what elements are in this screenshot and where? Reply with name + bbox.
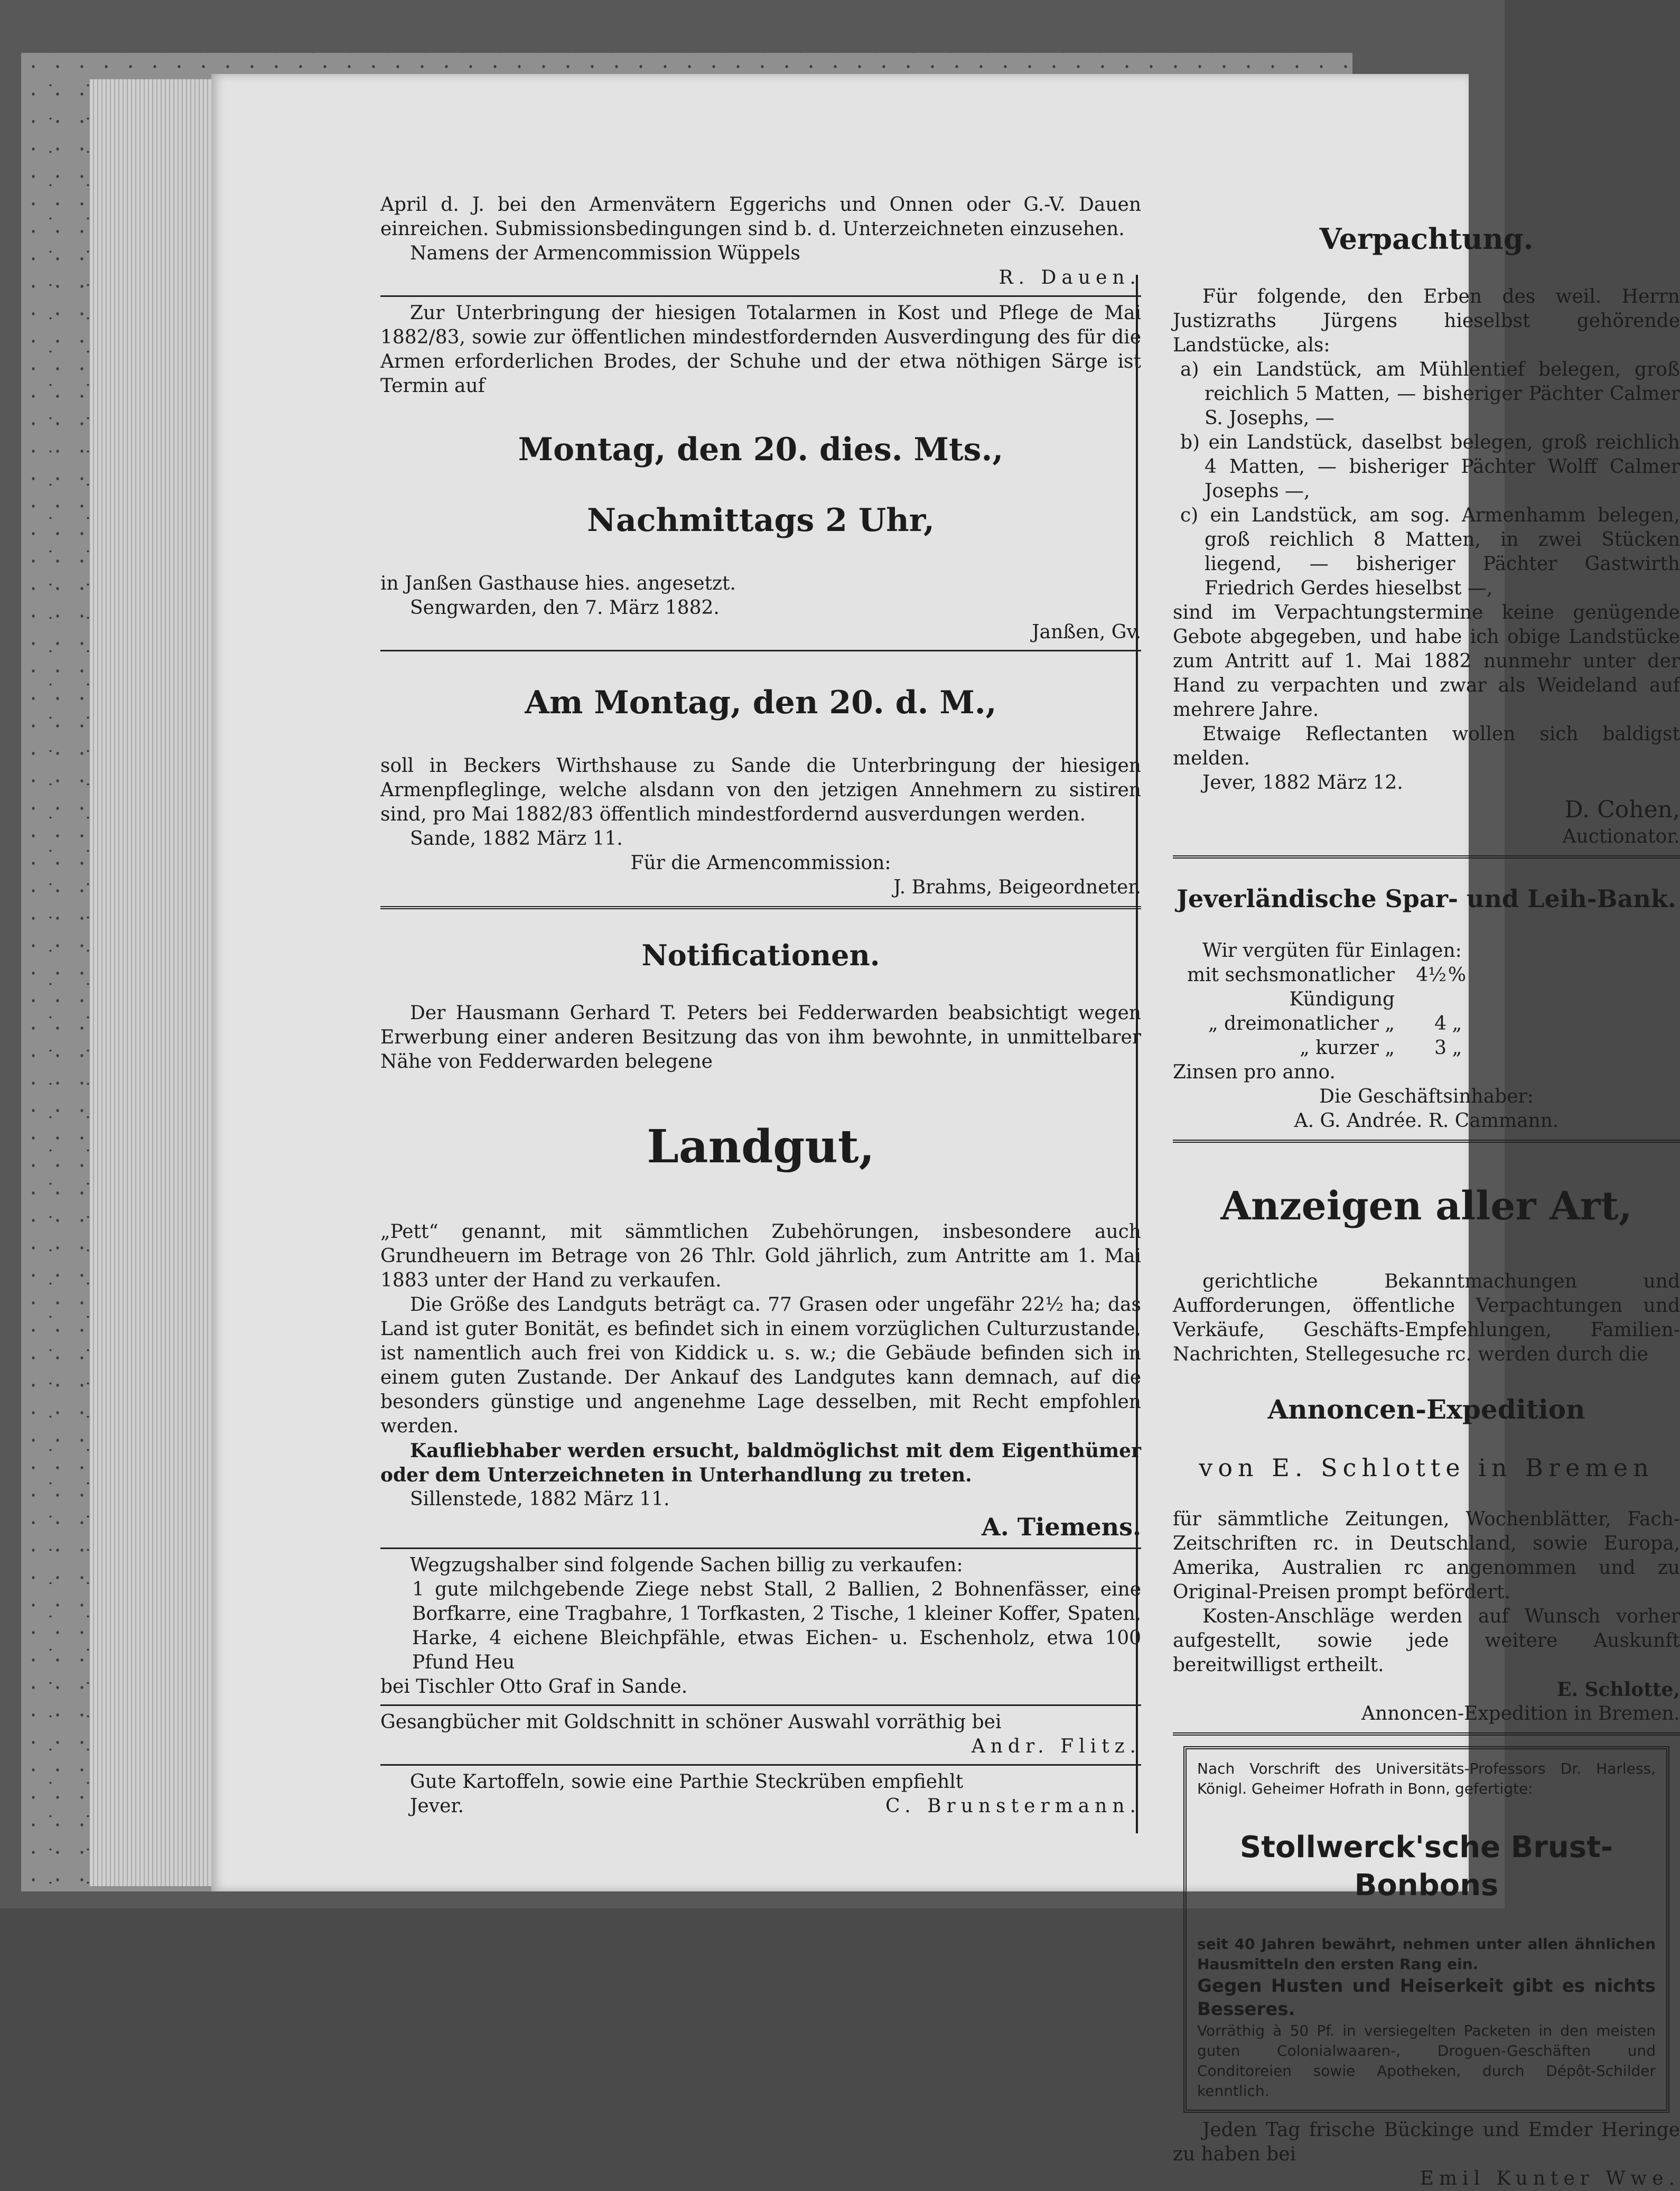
bank-rate-row <box>1173 1036 1680 1060</box>
landgut-text-1: „Pett“ genannt, mit sämmtlichen Zubehörungen, insbesondere auch Grundheuern im Betrage von 26 Thlr. Gold jährlich, zum Antritte am 1. Mai 1883 unter der Hand zu verkaufen. <box>380 1221 1141 1291</box>
verpachtung-dateline: Jever, 1882 März 12. <box>1202 772 1403 794</box>
schlotte-agency-2: von E. Schlotte in Bremen <box>1199 1453 1654 1482</box>
verpachtung-signer: D. Cohen, <box>1564 796 1680 823</box>
landgut-text-3: Kaufliebhaber werden ersucht, baldmöglichst mit dem Eigenthümer oder dem Unterzeichneten in Unterhandlung zu treten. <box>380 1440 1141 1486</box>
divider <box>380 295 1141 297</box>
bank-rate-label: mit sechsmonatlicher Kündigung <box>1187 964 1395 1010</box>
verpachtung-item-c: c) ein Landstück, am sog. Armenhamm belegen, groß reichlich 8 Matten, in zwei Stücken liegend, — bisheriger Pächter Gastwirth Friedrich Gerdes hieselbst —, <box>1180 505 1680 599</box>
divider <box>380 1704 1141 1706</box>
divider <box>380 1547 1141 1549</box>
flitz-text: Gesangbücher mit Goldschnitt in schöner Auswahl vorräthig bei <box>380 1711 1002 1733</box>
stollwerck-ad-box <box>1183 1746 1669 2113</box>
schlotte-text-2: für sämmtliche Zeitungen, Wochenblätter, Fach-Zeitschriften rc. in Deutschland, sowie Europa, Amerika, Australien rc angenommen und zu Original-Preisen prompt befördert. <box>1173 1508 1680 1603</box>
sengwarden-date-line: Montag, den 20. dies. Mts., <box>518 431 1004 468</box>
section-divider <box>380 906 1141 909</box>
sengwarden-text: Zur Unterbringung der hiesigen Totalarmen in Kost und Pflege de Mai 1882/83, sowie zur öffentlichen mindestfordernden Ausverdingung des für die Armen erforderlichen Brodes, der Schuhe und der etwa nöthigen Särge ist Termin auf <box>380 302 1141 397</box>
bank-rate-row <box>1173 963 1680 1012</box>
divider <box>380 1764 1141 1766</box>
page-edges <box>90 79 217 1886</box>
brunstermann-place: Jever. <box>410 1795 464 1817</box>
bank-heading: Jeverländische Spar- und Leih-Bank. <box>1177 884 1676 913</box>
stollwerck-claim: seit 40 Jahren bewährt, nehmen unter allen ähnlichen Hausmitteln den ersten Rang ein. <box>1197 1935 1656 1973</box>
stollwerck-brand: Stollwerck'sche Brust-Bonbons <box>1239 1830 1613 1903</box>
bank-rate-unit: „ <box>1452 1013 1462 1034</box>
brunstermann-signer: C. Brunstermann. <box>885 1795 1141 1817</box>
bank-rate-value: 4½ <box>1416 964 1446 986</box>
sengwarden-dateline: Sengwarden, den 7. März 1882. <box>410 597 720 619</box>
sande-signer: J. Brahms, Beigeordneter. <box>893 877 1141 898</box>
landgut-heading: Landgut, <box>647 1120 875 1173</box>
newspaper-page <box>211 74 1680 2189</box>
sande-for-line: Für die Armencommission: <box>630 852 891 874</box>
flitz-signer: Andr. Flitz. <box>971 1736 1141 1757</box>
schlotte-agency: Annoncen-Expedition <box>1267 1394 1585 1425</box>
verpachtung-intro: Für folgende, den Erben des weil. Herrn Justizraths Jürgens hieselbst gehörende Landstücke, als: <box>1173 286 1680 356</box>
schlotte-signer: E. Schlotte, <box>1557 1679 1680 1701</box>
schlotte-text-1: gerichtliche Bekanntmachungen und Aufforderungen, öffentliche Verpachtungen und Verkäufe, Geschäfts-Empfehlungen, Familien-Nachrichten, Stellegesuche rc. werden durch die <box>1173 1271 1680 1365</box>
brunstermann-footer <box>380 1794 1141 1819</box>
graf-seller: bei Tischler Otto Graf in Sande. <box>380 1676 688 1698</box>
landgut-signer: A. Tiemens. <box>982 1513 1141 1541</box>
landgut-text-2: Die Größe des Landguts beträgt ca. 77 Grasen oder ungefähr 22½ ha; das Land ist guter Bonität, es befindet sich in einem vorzüglichen Culturzustande, ist namentlich auch frei von Kiddick u. s. w.; die Gebäude befinden sich in einem guten Zustande. Der Ankauf des Landgutes kann demnach, auf die besonders günstige und angenehme Lage desselben, mit Recht empfohlen werden. <box>380 1294 1141 1437</box>
wuppels-text: April d. J. bei den Armenvätern Eggerichs und Onnen oder G.-V. Dauen einreichen. Submissionsbedingungen sind b. d. Unterzeichneten einzusehen. <box>380 194 1141 240</box>
notifications-heading: Notificationen. <box>641 938 880 972</box>
sande-text: soll in Beckers Wirthshause zu Sande die Unterbringung der hiesigen Armenpfleglinge, welche alsdann von den jetzigen Annehmern zu sistiren sind, pro Mai 1882/83 öffentlich mindestfordernd ausverdungen werden. <box>380 755 1141 825</box>
bank-intro: Wir vergüten für Einlagen: <box>1202 940 1462 962</box>
bank-rate-unit: % <box>1448 964 1467 986</box>
notifications-intro: Der Hausmann Gerhard T. Peters bei Fedderwarden beabsichtigt wegen Erwerbung einer anderen Besitzung das von ihm bewohnte, in unmittelbarer Nähe von Fedderwarden belegene <box>380 1002 1141 1073</box>
kunter-text: Jeden Tag frische Bückinge und Emder Heringe zu haben bei <box>1173 2119 1680 2165</box>
bank-owners: A. G. Andrée. R. Cammann. <box>1294 1110 1559 1132</box>
left-column <box>380 193 1141 1819</box>
kunter-signer: Emil Kunter Wwe. <box>1420 2168 1680 2189</box>
bank-rate-unit: „ <box>1452 1037 1462 1059</box>
stollwerck-stock: Vorräthig à 50 Pf. in versiegelten Packeten in den meisten guten Colonialwaaren-, Droguen-Geschäften und Conditoreien sowie Apotheken, durch Dépôt-Schilder kenntlich. <box>1197 2022 1656 2100</box>
stollwerck-slogan: Gegen Husten und Heiserkeit gibt es nichts Besseres. <box>1197 1975 1656 2020</box>
section-divider <box>1173 1140 1680 1143</box>
bank-footer: Zinsen pro anno. <box>1173 1061 1336 1083</box>
graf-items: 1 gute milchgebende Ziege nebst Stall, 2 Ballien, 2 Bohnenfässer, eine Borfkarre, eine Tragbahre, 1 Torfkasten, 2 Tische, 1 kleiner Koffer, Spaten, Harke, 4 eichene Bleichpfähle, etwas Eichen- u. Eschenholz, etwa 100 Pfund Heu <box>412 1579 1141 1673</box>
right-column <box>1173 193 1680 2191</box>
verpachtung-item-b: b) ein Landstück, daselbst belegen, groß reichlich 4 Matten, — bisheriger Pächter Wolff Calmer Josephs —, <box>1180 432 1680 502</box>
sengwarden-place: in Janßen Gasthause hies. angesetzt. <box>380 573 736 594</box>
divider <box>380 650 1141 651</box>
verpachtung-signer-title: Auctionator. <box>1562 826 1680 847</box>
verpachtung-item-a: a) ein Landstück, am Mühlentief belegen, groß reichlich 5 Matten, — bisheriger Pächter Calmer S. Josephs, — <box>1180 359 1680 429</box>
wuppels-signature-line: Namens der Armencommission Wüppels <box>410 243 800 264</box>
section-divider <box>1173 1732 1680 1736</box>
brunstermann-text: Gute Kartoffeln, sowie eine Parthie Steckrüben empfiehlt <box>410 1771 964 1793</box>
section-divider <box>1173 855 1680 859</box>
landgut-dateline: Sillenstede, 1882 März 11. <box>410 1488 670 1510</box>
bank-rate-label: „ dreimonatlicher „ <box>1208 1013 1395 1034</box>
sengwarden-signer: Janßen, Gv. <box>1032 621 1141 643</box>
bank-rate-value: 3 <box>1434 1037 1446 1059</box>
bank-rate-row <box>1173 1012 1680 1036</box>
graf-intro: Wegzugshalber sind folgende Sachen billig zu verkaufen: <box>410 1554 963 1576</box>
verpachtung-heading: Verpachtung. <box>1319 222 1534 256</box>
schlotte-text-3: Kosten-Anschläge werden auf Wunsch vorher aufgestellt, sowie jede weitere Auskunft bereitwilligst ertheilt. <box>1173 1606 1680 1676</box>
bank-owners-label: Die Geschäftsinhaber: <box>1319 1086 1534 1107</box>
verpachtung-text: sind im Verpachtungstermine keine genügende Gebote abgegeben, und habe ich obige Landstücke zum Antritt auf 1. Mai 1882 nunmehr unter der Hand zu verpachten und zwar als Weideland auf mehrere Jahre. <box>1173 602 1680 721</box>
schlotte-signer-title: Annoncen-Expedition in Bremen. <box>1361 1703 1680 1724</box>
stollwerck-intro: Nach Vorschrift des Universitäts-Professors Dr. Harless, Königl. Geheimer Hofrath in Bonn, gefertigte: <box>1197 1760 1656 1797</box>
schlotte-heading: Anzeigen aller Art, <box>1220 1183 1632 1229</box>
sande-dateline: Sande, 1882 März 11. <box>410 828 623 850</box>
sengwarden-time-line: Nachmittags 2 Uhr, <box>587 502 935 539</box>
bank-rate-value: 4 <box>1434 1013 1446 1034</box>
verpachtung-text-2: Etwaige Reflectanten wollen sich baldigst melden. <box>1173 723 1680 769</box>
wuppels-signer: R. Dauen. <box>998 267 1141 288</box>
bank-rate-label: „ kurzer „ <box>1300 1037 1395 1059</box>
sande-heading: Am Montag, den 20. d. M., <box>525 684 997 721</box>
